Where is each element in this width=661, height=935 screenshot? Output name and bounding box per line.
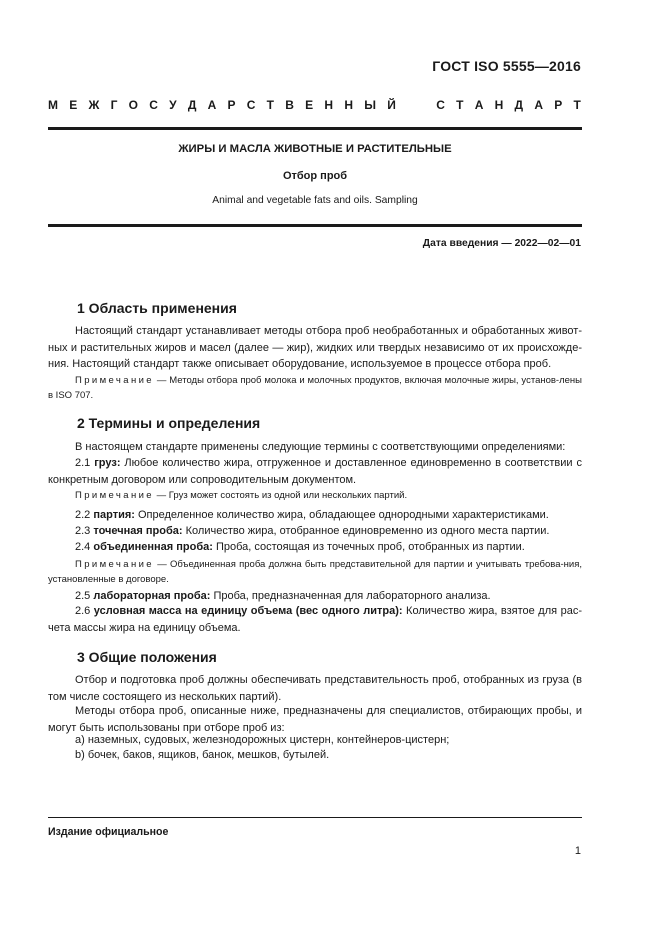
- term-2-1: 2.1 груз: Любое количество жира, отгруженное и доставленное единовременно в соответствии с конкретным договором или сопроводительным документом.: [48, 457, 582, 486]
- section-3-paragraph-2: Методы отбора проб, описанные ниже, предназначены для специалистов, отбирающих пробы, и могут быть использованы при отборе проб из:: [48, 705, 582, 734]
- term-2-4: 2.4 объединенная проба: Проба, состоящая из точечных проб, отобранных из партии.: [75, 541, 525, 553]
- english-title: Animal and vegetable fats and oils. Sampling: [212, 195, 418, 206]
- list-item-b: b) бочек, баков, ящиков, банок, мешков, бутылей.: [75, 749, 330, 761]
- banner-letter: С: [436, 98, 445, 112]
- banner-letter: В: [285, 98, 294, 112]
- section-1-heading: 1 Область применения: [77, 300, 237, 316]
- section-3-heading: 3 Общие положения: [77, 649, 217, 665]
- banner-letter: Р: [227, 98, 236, 112]
- footer-rule: [48, 817, 582, 818]
- section-1-paragraph: Настоящий стандарт устанавливает методы отбора проб необработанных и обработанных живот-ных и растительных жиров и масел (далее — жир), жидких или твердых независимо от их происхожде-ния. Настоящий стандарт также описывает оборудование, используемое в процессе отбора проб.: [48, 325, 582, 370]
- banner-letter: Ж: [88, 98, 100, 112]
- banner-letter: Й: [387, 98, 396, 112]
- banner-letter: У: [169, 98, 177, 112]
- banner-letter: Е: [305, 98, 314, 112]
- banner-letter: Г: [110, 98, 118, 112]
- banner-letter: Н: [324, 98, 334, 112]
- banner-letter: Т: [266, 98, 275, 112]
- banner-letter: Н: [344, 98, 353, 112]
- banner-letter: Р: [554, 98, 563, 112]
- term-2-3: 2.3 точечная проба: Количество жира, отобранное единовременно из одного места партии.: [75, 525, 550, 537]
- header-rule-bottom: [48, 224, 582, 227]
- banner-letter: А: [207, 98, 217, 112]
- banner-letter: [422, 98, 425, 112]
- banner-letter: О: [128, 98, 138, 112]
- official-edition-label: Издание официальное: [48, 826, 169, 838]
- banner-letter: Т: [573, 98, 581, 112]
- standard-title: ЖИРЫ И МАСЛА ЖИВОТНЫЕ И РАСТИТЕЛЬНЫЕ: [178, 143, 452, 155]
- banner-letter: Д: [187, 98, 197, 112]
- term-2-2: 2.2 партия: Определенное количество жира, обладающее однородными характеристиками.: [75, 509, 549, 521]
- banner-letter: Е: [69, 98, 78, 112]
- section-2-intro: В настоящем стандарте применены следующие термины с соответствующими определениями:: [75, 441, 566, 453]
- term-2-1-note: Примечание — Груз может состоять из одной или нескольких партий.: [75, 490, 408, 501]
- section-2-heading: 2 Термины и определения: [77, 415, 261, 431]
- section-3-paragraph-1: Отбор и подготовка проб должны обеспечивать представительность проб, отобранных из груза (в том числе состоящего из нескольких партий).: [48, 674, 582, 703]
- term-2-4-note: Примечание — Объединенная проба должна быть представительной для партии и учитывать требова-ния, установленные в договоре.: [48, 559, 582, 585]
- banner-letter: С: [149, 98, 158, 112]
- header-rule-top: [48, 127, 582, 130]
- banner-letter: Н: [494, 98, 504, 112]
- banner-letter: А: [534, 98, 543, 112]
- banner-letter: А: [474, 98, 484, 112]
- banner-letter: Ы: [364, 98, 376, 112]
- list-item-a: a) наземных, судовых, железнодорожных цистерн, контейнеров-цистерн;: [75, 734, 450, 746]
- standard-subtitle: Отбор проб: [282, 170, 348, 182]
- banner-letter: Д: [514, 98, 524, 112]
- page-number: 1: [574, 845, 581, 857]
- interstate-standard-banner: [48, 98, 581, 112]
- banner-letter: С: [246, 98, 256, 112]
- banner-letter: [407, 98, 410, 112]
- banner-letter: М: [48, 98, 58, 112]
- document-designation: ГОСТ ISO 5555—2016: [432, 58, 581, 74]
- term-2-5: 2.5 лабораторная проба: Проба, предназначенная для лабораторного анализа.: [75, 590, 491, 602]
- section-1-note: Примечание — Методы отбора проб молока и молочных продуктов, включая молочные жиры, установ-лены в ISO 707.: [48, 375, 582, 401]
- term-2-6: 2.6 условная масса на единицу объема (вес одного литра): Количество жира, взятое для рас-чета массы жира на единицу объема.: [48, 605, 582, 634]
- introduction-date: Дата введения — 2022—02—01: [422, 238, 581, 249]
- banner-letter: Т: [456, 98, 464, 112]
